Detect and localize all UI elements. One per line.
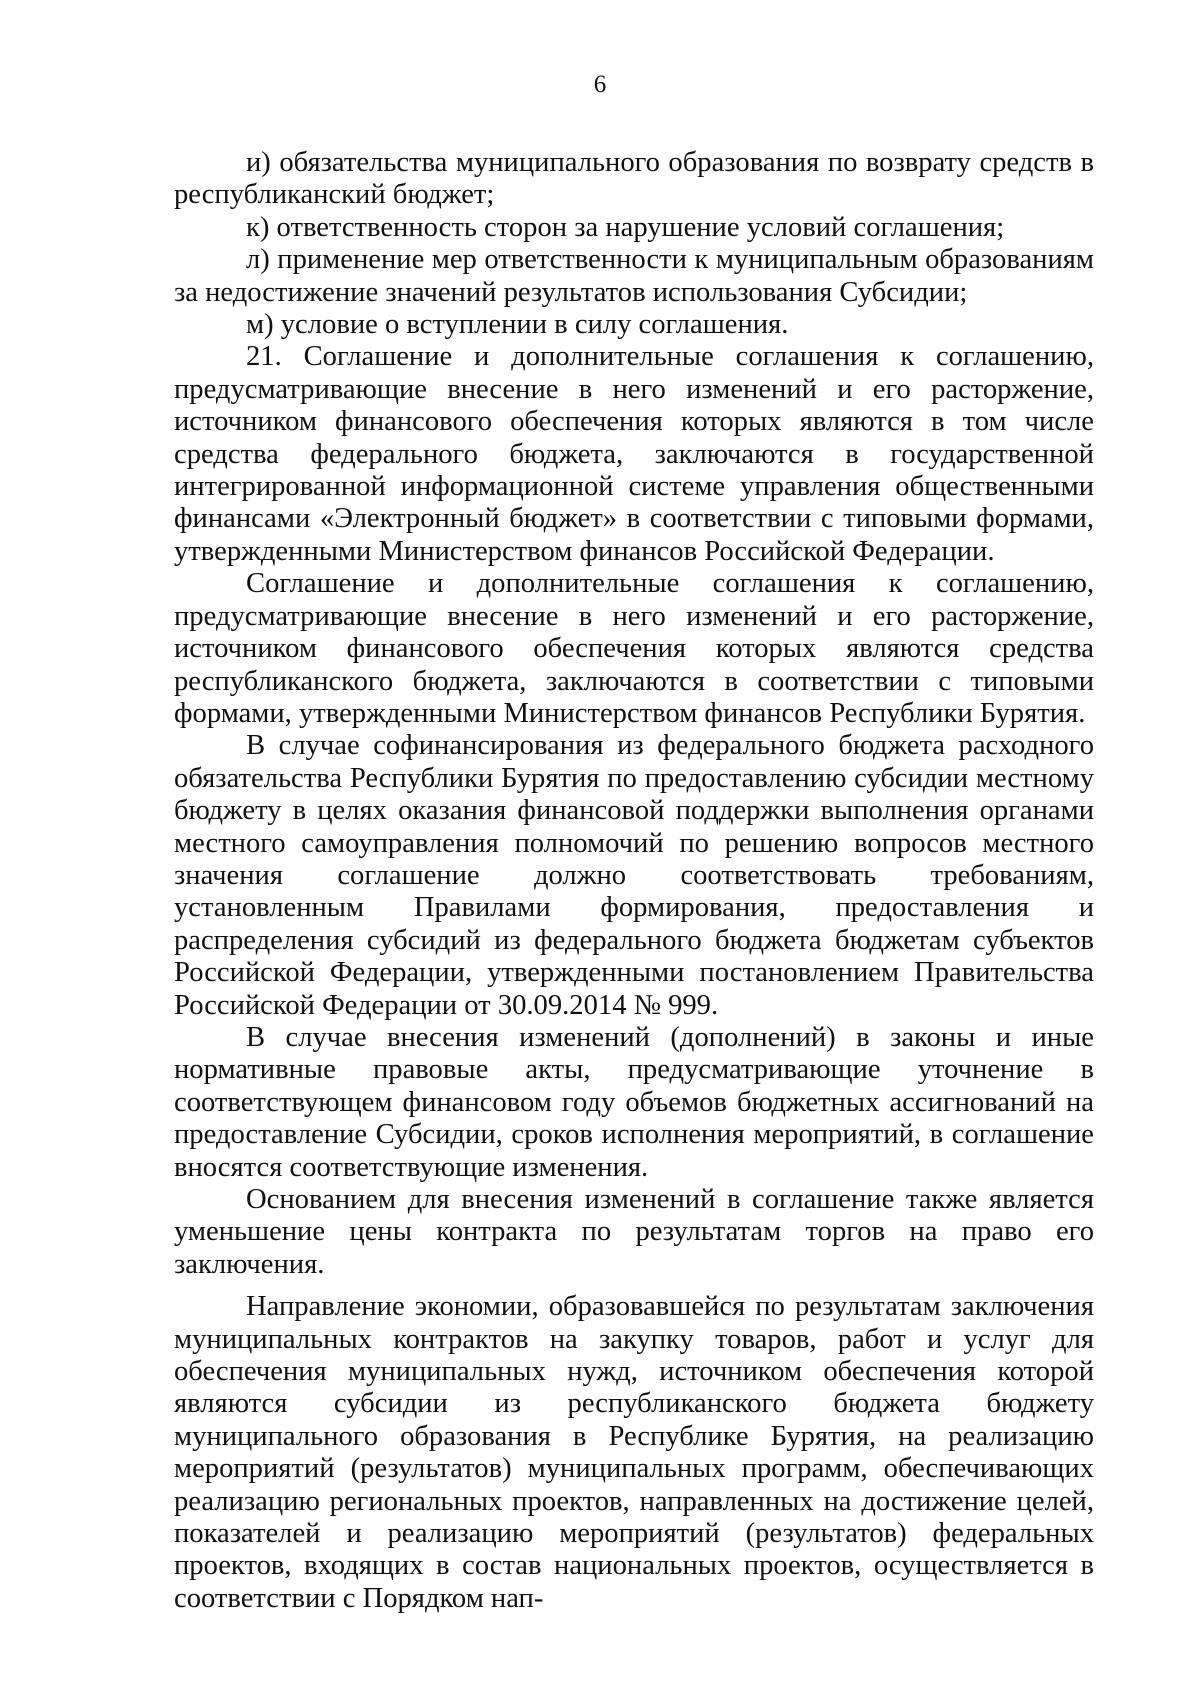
paragraph-item-i: и) обязательства муниципального образования по возврату средств в республиканский бюджет; [174, 147, 1094, 211]
paragraph-clause-21: 21. Соглашение и дополнительные соглашения к соглашению, предусматривающие внесение в него изменений и его расторжение, источником финансового обеспечения которых являются в том числе средства федерального бюджета, заключаются в государственной интегрированной информационной системе управления общественными финансами «Электронный бюджет» в соответствии с типовыми формами, утвержденными Министерством финансов Российской Федерации. [174, 341, 1094, 567]
page-number: 6 [593, 71, 607, 98]
paragraph-federal-cofinancing: В случае софинансирования из федерального бюджета расходного обязательства Республики Бурятия по предоставлению субсидии местному бюджету в целях оказания финансовой поддержки выполнения органами местного самоуправления полномочий по решению вопросов местного значения соглашение должно соответствовать требованиям, установленным Правилами формирования, предоставления и распределения субсидий из федерального бюджета бюджетам субъектов Российской Федерации, утвержденными постановлением Правительства Российской Федерации от 30.09.2014 № 999. [174, 730, 1094, 1021]
paragraph-item-l: л) применение мер ответственности к муниципальным образованиям за недостижение значений результатов использования Субсидии; [174, 244, 1094, 308]
paragraph-item-k: к) ответственность сторон за нарушение условий соглашения; [246, 211, 1005, 243]
paragraph-republican-agreement: Соглашение и дополнительные соглашения к соглашению, предусматривающие внесение в него изменений и его расторжение, источником финансового обеспечения которых являются средства республиканского бюджета, заключаются в соответствии с типовыми формами, утвержденными Министерством финансов Республики Бурятия. [174, 568, 1094, 729]
paragraph-item-m: м) условие о вступлении в силу соглашения. [246, 309, 789, 341]
paragraph-contract-price: Основанием для внесения изменений в соглашение также является уменьшение цены контракта по результатам торгов на право его заключения. [174, 1184, 1094, 1280]
paragraph-law-changes: В случае внесения изменений (дополнений) в законы и иные нормативные правовые акты, предусматривающие уточнение в соответствующем финансовом году объемов бюджетных ассигнований на предоставление Субсидии, сроков исполнения мероприятий, в соглашение вносятся соответствующие изменения. [174, 1021, 1094, 1183]
document-body [174, 147, 1094, 1615]
paragraph-savings-direction: Направление экономии, образовавшейся по результатам заключения муниципальных контрактов на закупку товаров, работ и услуг для обеспечения муниципальных нужд, источником обеспечения которой являются субсидии из республиканского бюджета бюджету муниципального образования в Республике Бурятия, на реализацию мероприятий (результатов) муниципальных программ, обеспечивающих реализацию региональных проектов, направленных на достижение целей, показателей и реализацию мероприятий (результатов) федеральных проектов, входящих в состав национальных проектов, осуществляется в соответствии с Порядком нап- [174, 1291, 1094, 1614]
